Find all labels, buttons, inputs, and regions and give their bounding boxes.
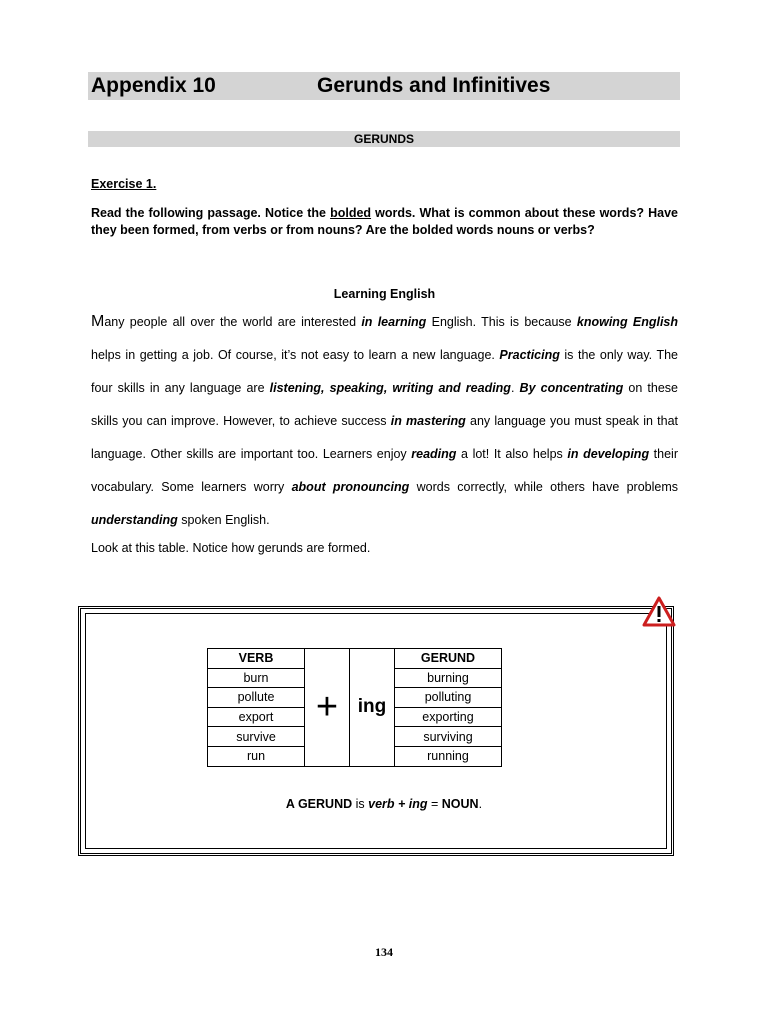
gerund-rule	[88, 797, 680, 811]
passage-text: a lot! It also helps	[456, 447, 568, 461]
appendix-label: Appendix 10	[91, 74, 216, 97]
passage-gerund: in developing	[567, 447, 650, 461]
passage-gerund: about pronouncing	[291, 480, 410, 494]
passage-text: .	[510, 381, 520, 395]
gerund-cell: polluting	[395, 688, 502, 708]
passage-text: words correctly, while others have problems	[409, 480, 678, 494]
plus-sign: +	[305, 649, 350, 767]
page-title: Gerunds and Infinitives	[317, 74, 551, 97]
verb-cell: survive	[208, 727, 305, 747]
gerund-cell: surviving	[395, 727, 502, 747]
instructions-underlined: bolded	[330, 206, 372, 220]
passage-text: is the only way. The four skills in any language are	[91, 348, 678, 395]
passage-gerund: By concentrating	[519, 381, 624, 395]
passage-title: Learning English	[333, 287, 436, 301]
rule-text: is	[352, 797, 369, 811]
passage-gerund: understanding	[91, 513, 178, 527]
passage-text: any people all over the world are interested	[104, 315, 362, 329]
table-intro: Look at this table. Notice how gerunds are formed.	[91, 541, 371, 555]
gerund-cell: burning	[395, 668, 502, 688]
passage-text: spoken English.	[177, 513, 270, 527]
page-number: 134	[375, 945, 393, 959]
exercise-label: Exercise 1.	[91, 177, 157, 191]
gerund-table	[207, 648, 502, 767]
rule-result: NOUN	[441, 797, 479, 811]
exercise-instructions	[91, 205, 678, 239]
ing-suffix: ing	[350, 649, 395, 767]
header-gerund: GERUND	[395, 649, 502, 669]
passage-gerund: reading	[411, 447, 457, 461]
passage-text: any language you must speak in that language. Other skills are important too. Learners enjoy	[91, 414, 678, 461]
passage-text: their vocabulary. Some learners worry	[91, 447, 678, 494]
title-bar	[88, 72, 680, 100]
gerund-cell: exporting	[395, 707, 502, 727]
verb-cell: pollute	[208, 688, 305, 708]
passage-gerund: in learning	[361, 315, 427, 329]
rule-text: .	[478, 797, 483, 811]
verb-cell: run	[208, 746, 305, 766]
rule-formula: verb + ing	[368, 797, 428, 811]
passage-gerund: listening, speaking, writing and reading	[269, 381, 511, 395]
rule-text: =	[427, 797, 442, 811]
passage-gerund: in mastering	[390, 414, 466, 428]
warning-triangle-icon	[642, 596, 676, 628]
instructions-text: Read the following passage. Notice the	[91, 206, 331, 220]
section-heading: GERUNDS	[88, 131, 680, 147]
rule-term: A GERUND	[285, 797, 353, 811]
passage-body	[91, 305, 678, 537]
header-verb: VERB	[208, 649, 305, 669]
passage-text: helps in getting a job. Of course, it’s not easy to learn a new language.	[91, 348, 500, 362]
passage-text: English. This is because	[426, 315, 577, 329]
verb-cell: burn	[208, 668, 305, 688]
passage-text: M	[91, 313, 105, 330]
passage-gerund: knowing English	[576, 315, 679, 329]
passage-text: on these skills you can improve. However, to achieve success	[91, 381, 678, 428]
verb-cell: export	[208, 707, 305, 727]
table-header-row	[208, 649, 502, 669]
gerund-cell: running	[395, 746, 502, 766]
instructions-text: words. What is common about these words? Have they been formed, from verbs or from nouns? Are the bolded words nouns or verbs?	[91, 206, 678, 237]
passage-gerund: Practicing	[499, 348, 560, 362]
